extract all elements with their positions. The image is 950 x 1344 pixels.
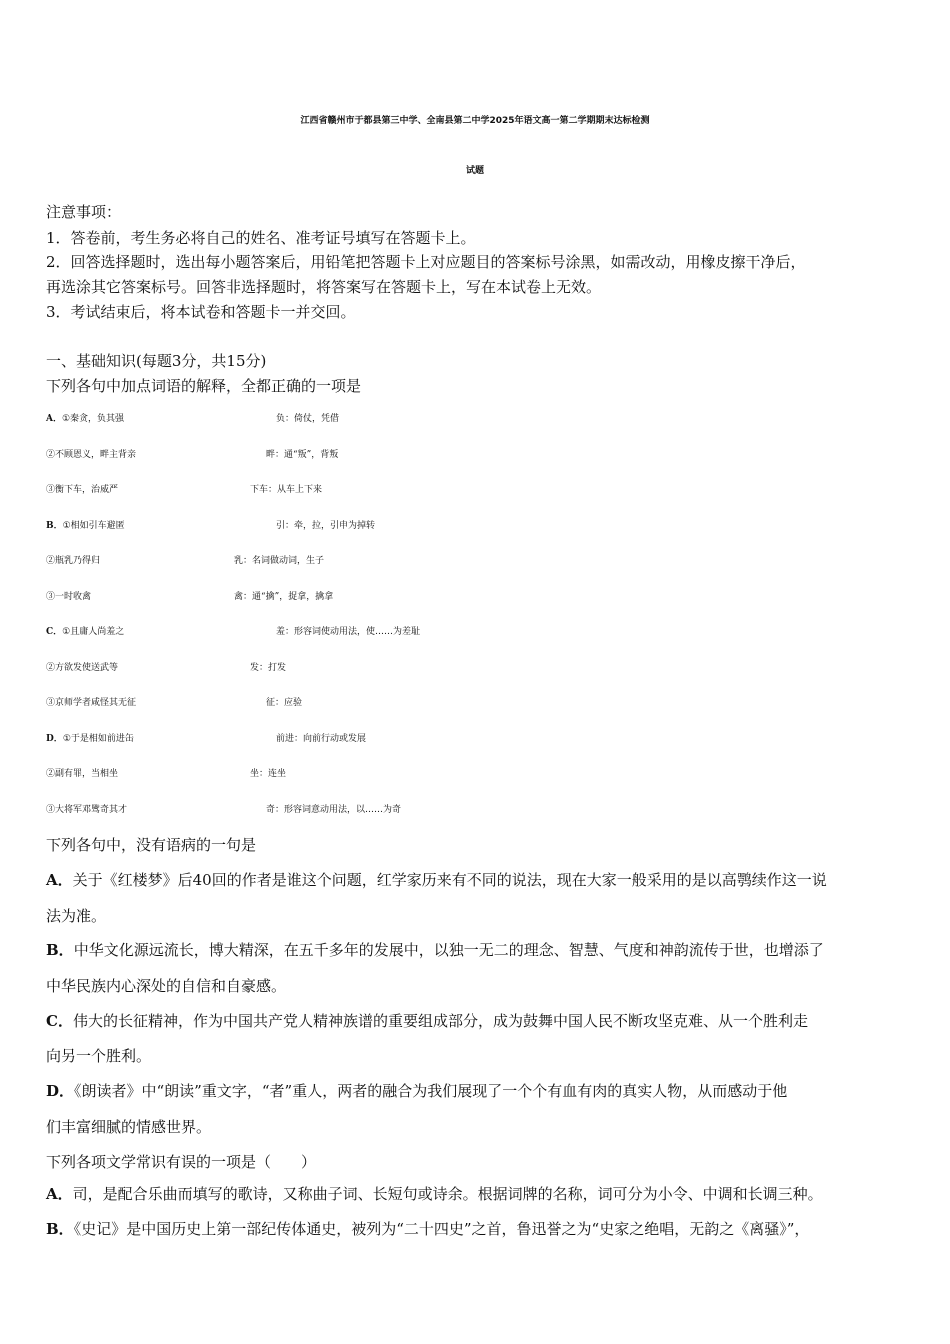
option-gloss: 畔：通“叛”，背叛 xyxy=(266,450,339,460)
question-2-stem: 下列各句中，没有语病的一句是 xyxy=(46,836,257,854)
option-text: 《朗读者》中“朗读”重文字，“者”重人，两者的融合为我们展现了一个个有血有肉的真实人物，从而感动于他 xyxy=(74,1082,788,1100)
option-gloss: 禽：通“擒”，捉拿，擒拿 xyxy=(234,592,334,602)
option-label: B． xyxy=(46,941,74,959)
option-gloss: 发：打发 xyxy=(250,663,287,673)
option-text: 伟大的长征精神，作为中国共产党人精神族谱的重要组成部分，成为鼓舞中国人民不断攻坚克难、从一个胜利走 xyxy=(72,1012,808,1030)
q2-option-c xyxy=(46,1011,808,1031)
option-text: ②不顾恩义，畔主背亲 xyxy=(46,450,137,460)
document-title-line1: 江西省赣州市于都县第三中学、全南县第二中学2025年语文高一第二学期期末达标检测 xyxy=(300,116,650,126)
notice-item-1: 1．答卷前，考生务必将自己的姓名、准考证号填写在答题卡上。 xyxy=(46,229,476,247)
q1-option-a3 xyxy=(46,480,926,500)
option-label: B． xyxy=(46,1220,74,1238)
q1-option-b2 xyxy=(46,551,926,571)
option-text: 司，是配合乐曲而填写的歌诗，又称曲子词、长短句或诗余。根据词牌的名称，词可分为小令、中调和长调三种。 xyxy=(72,1185,823,1203)
option-text: ①于是相如前进缶 xyxy=(62,734,134,744)
q1-option-a1 xyxy=(46,409,926,429)
q1-option-c3 xyxy=(46,693,926,713)
notice-heading: 注意事项： xyxy=(46,203,122,221)
option-label: D． xyxy=(46,1082,75,1100)
q2-option-d xyxy=(46,1081,787,1101)
option-text: ③衡下车，治威严 xyxy=(46,485,119,495)
notice-item-3: 3．考试结束后，将本试卷和答题卡一并交回。 xyxy=(46,303,356,321)
q2-option-d-cont: 们丰富细腻的情感世界。 xyxy=(46,1118,212,1136)
option-text: ②副有罪，当相坐 xyxy=(46,769,119,779)
option-text: ①秦贪，负其强 xyxy=(61,414,125,424)
section-heading: 一、基础知识(每题3分，共15分) xyxy=(46,352,267,370)
option-text: 《史记》是中国历史上第一部纪传体通史，被列为“二十四史”之首，鲁迅誉之为“史家之绝唱，无韵之《离骚》”， xyxy=(73,1220,810,1238)
document-title-line2: 试题 xyxy=(465,166,484,176)
option-text: ③一时收禽 xyxy=(46,592,92,602)
option-text: ①且庸人尚羞之 xyxy=(62,627,125,637)
option-label: A． xyxy=(46,414,62,424)
option-gloss: 坐：连坐 xyxy=(250,769,287,779)
option-gloss: 负：倚仗，凭借 xyxy=(276,414,340,424)
q2-option-a xyxy=(46,870,827,890)
q2-option-b-cont: 中华民族内心深处的自信和自豪感。 xyxy=(46,977,287,995)
q1-option-d1 xyxy=(46,729,926,749)
option-text: ②瓶乳乃得归 xyxy=(46,556,101,566)
q3-option-b xyxy=(46,1219,809,1239)
option-label: A． xyxy=(46,871,73,889)
option-gloss: 前进：向前行动或发展 xyxy=(276,734,367,744)
q2-option-c-cont: 向另一个胜利。 xyxy=(46,1047,152,1065)
q1-option-d2 xyxy=(46,764,926,784)
q1-option-b3 xyxy=(46,587,926,607)
option-text: ③大将军邓骘奇其才 xyxy=(46,805,128,815)
q1-option-d3 xyxy=(46,800,926,820)
option-label: C． xyxy=(46,1012,73,1030)
q2-option-b xyxy=(46,940,824,960)
notice-item-2-cont: 再选涂其它答案标号。回答非选择题时，将答案写在答题卡上，写在本试卷上无效。 xyxy=(46,278,602,296)
q3-option-a xyxy=(46,1184,823,1204)
option-gloss: 羞：形容词使动用法，使……为差耻 xyxy=(276,627,421,637)
option-text: ①相如引车避匿 xyxy=(62,521,125,531)
question-3-stem: 下列各项文学常识有误的一项是（ ） xyxy=(46,1153,317,1171)
option-label: C． xyxy=(46,627,63,637)
question-1-stem: 下列各句中加点词语的解释，全都正确的一项是 xyxy=(46,377,362,395)
option-text: 中华文化源远流长，博大精深，在五千多年的发展中，以独一无二的理念、智慧、气度和神韵流传于世，也增添了 xyxy=(73,941,824,959)
option-gloss: 下车：从车上下来 xyxy=(250,485,323,495)
q2-option-a-cont: 法为准。 xyxy=(46,907,107,925)
q1-option-c2 xyxy=(46,658,926,678)
option-label: D． xyxy=(46,734,63,744)
q1-option-c1 xyxy=(46,622,926,642)
option-text: 关于《红楼梦》后40回的作者是谁这个问题，红学家历来有不同的说法，现在大家一般采用的是以高鹗续作这一说 xyxy=(72,871,827,889)
option-label: B． xyxy=(46,521,63,531)
q1-option-a2 xyxy=(46,445,926,465)
option-text: ③京师学者咸怪其无征 xyxy=(46,698,137,708)
notice-item-2: 2．回答选择题时，选出每小题答案后，用铅笔把答题卡上对应题目的答案标号涂黑，如需改动，用橡皮擦干净后， xyxy=(46,253,806,271)
option-gloss: 乳：名词做动词，生子 xyxy=(234,556,325,566)
option-gloss: 奇：形容词意动用法，以……为奇 xyxy=(266,805,402,815)
option-text: ②方欲发使送武等 xyxy=(46,663,119,673)
option-gloss: 征：应验 xyxy=(266,698,303,708)
option-gloss: 引：牵，拉，引申为掉转 xyxy=(276,521,376,531)
q1-option-b1 xyxy=(46,516,926,536)
option-label: A． xyxy=(46,1185,73,1203)
